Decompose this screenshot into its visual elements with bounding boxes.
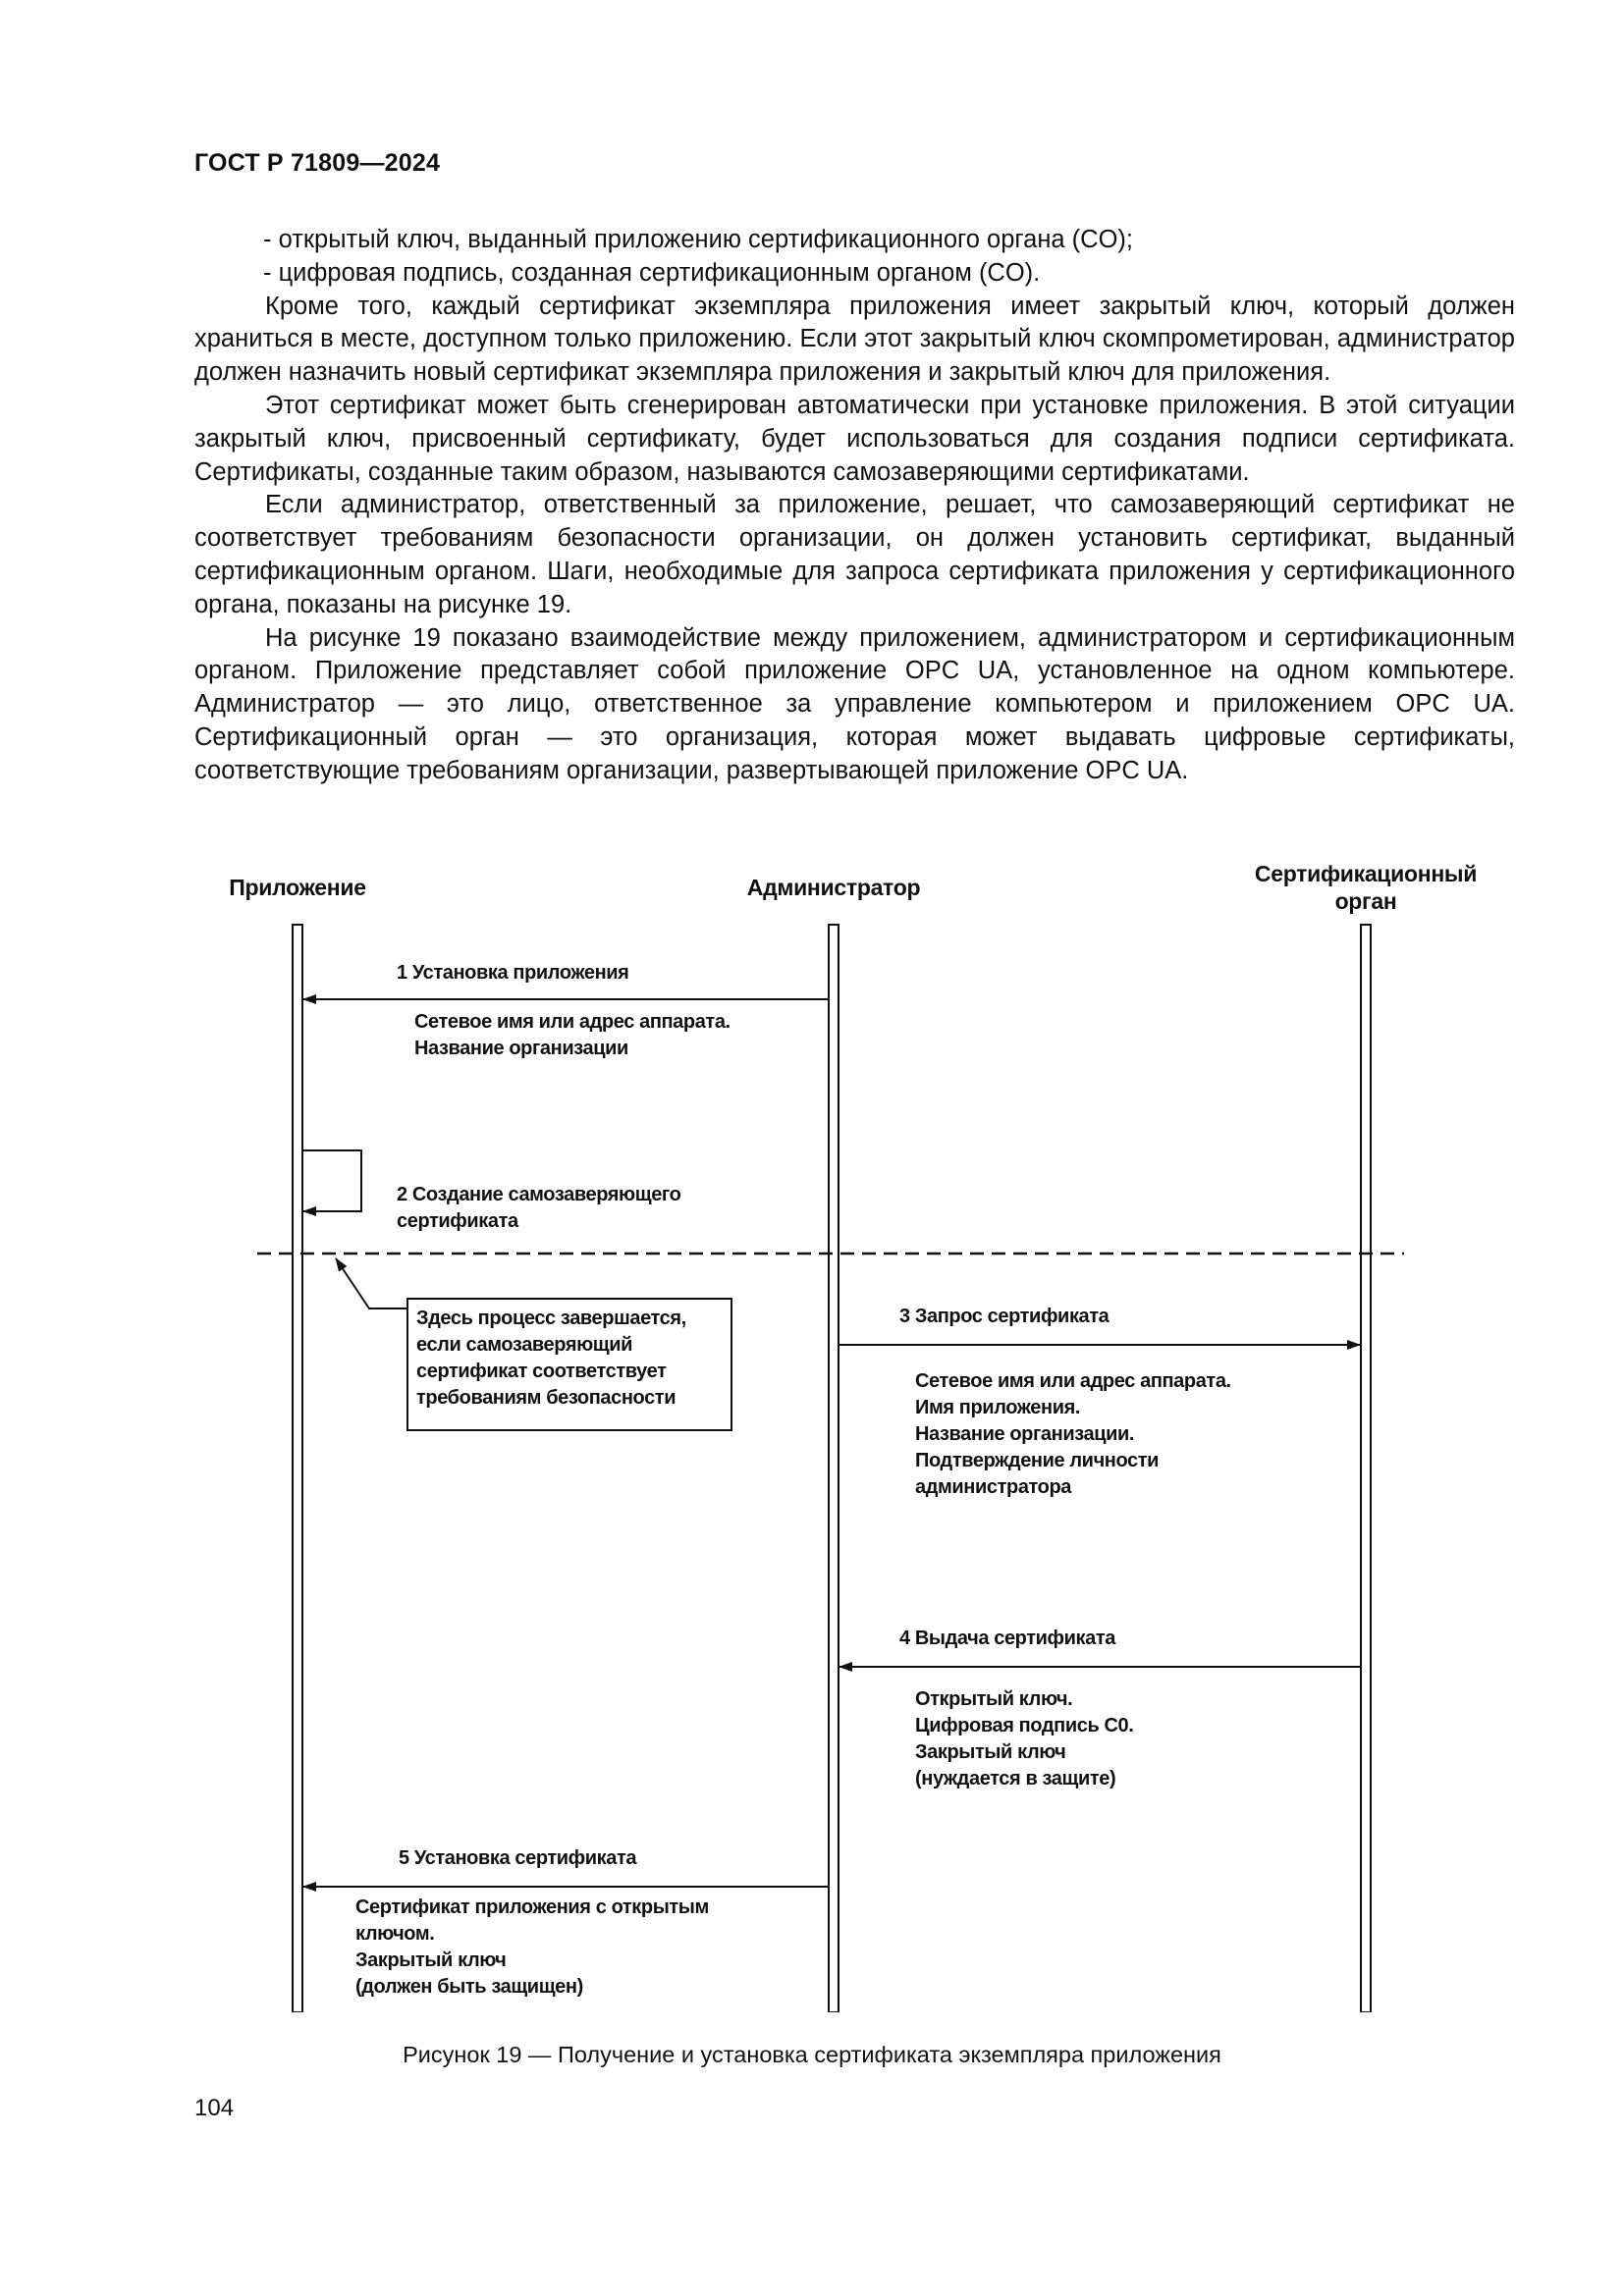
step4-detail-line: Цифровая подпись С0. xyxy=(915,1715,1134,1736)
step5-detail-line: Сертификат приложения с открытым xyxy=(355,1896,709,1918)
paragraph: На рисунке 19 показано взаимодействие между приложением, администратором и сертификационным органом. Приложение представляет собой приложение OPC UA, установленное на одном компьютере. Администратор — это лицо, ответственное за управление компьютером и приложением OPC UA. Сертификационный орган — это организация, которая может выдавать цифровые сертификаты, соответствующие требованиям организации, развертывающей приложение OPC UA. xyxy=(194,623,1515,784)
paragraph: Этот сертификат может быть сгенерирован автоматически при установке приложения. В этой ситуации закрытый ключ, присвоенный сертификату, будет использоваться для создания подписи сертификата. Сертификаты, созданные таким образом, называются самозаверяющими сертификатами. xyxy=(194,391,1515,486)
actor-administrator: Администратор xyxy=(746,875,921,900)
step3-detail-line: администратора xyxy=(915,1476,1072,1498)
step3-detail-line: Название организации. xyxy=(915,1423,1135,1445)
step5-detail-line: ключом. xyxy=(355,1923,435,1945)
note-line: сертификат соответствует xyxy=(416,1361,667,1382)
end-note-text xyxy=(416,1306,686,1412)
step4-detail-line: Открытый ключ. xyxy=(915,1688,1073,1710)
step5-detail-line: (должен быть защищен) xyxy=(355,1976,583,1998)
step3-detail-line: Имя приложения. xyxy=(915,1397,1081,1418)
step4-detail xyxy=(915,1686,1133,1792)
document-header: ГОСТ Р 71809—2024 xyxy=(194,149,441,177)
diagram-lines xyxy=(194,844,1515,2012)
step2-title-line: 2 Создание самозаверяющего xyxy=(397,1184,681,1205)
note-pointer xyxy=(336,1258,406,1308)
paragraph: Кроме того, каждый сертификат экземпляра приложения имеет закрытый ключ, который должен храниться в месте, доступном только приложению. Если этот закрытый ключ скомпрометирован, администратор должен назначить новый сертификат экземпляра приложения и закрытый ключ для приложения. xyxy=(194,292,1515,387)
actor-certification-authority xyxy=(1243,860,1489,915)
lifeline-administrator xyxy=(829,925,839,2012)
step1-detail-line: Сетевое имя или адрес аппарата. xyxy=(414,1011,731,1033)
note-line: Здесь процесс завершается, xyxy=(416,1308,686,1329)
lifeline-ca xyxy=(1361,925,1371,2012)
list-item: - открытый ключ, выданный приложению сертификационного органа (CO); xyxy=(194,224,1515,257)
actor-ca-line1: Сертификационный xyxy=(1254,861,1478,886)
step4-title: 4 Выдача сертификата xyxy=(899,1628,1115,1649)
page-number: 104 xyxy=(194,2095,235,2121)
step5-detail-line: Закрытый ключ xyxy=(355,1949,507,1971)
step5-detail xyxy=(355,1895,709,2001)
lifeline-application xyxy=(293,925,302,2012)
step3-detail-line: Сетевое имя или адрес аппарата. xyxy=(915,1370,1231,1392)
step2-title xyxy=(397,1182,680,1235)
list-item: - цифровая подпись, созданная сертификационным органом (CO). xyxy=(194,257,1515,291)
step3-title: 3 Запрос сертификата xyxy=(899,1306,1110,1327)
step1-title: 1 Установка приложения xyxy=(397,962,629,984)
arrow-step2-self xyxy=(302,1150,361,1211)
step3-detail-line: Подтверждение личности xyxy=(915,1450,1160,1471)
sequence-diagram xyxy=(194,844,1515,2012)
body-text xyxy=(194,224,1515,788)
step2-title-line: сертификата xyxy=(397,1210,518,1232)
step4-detail-line: (нуждается в защите) xyxy=(915,1768,1116,1789)
step4-detail-line: Закрытый ключ xyxy=(915,1741,1066,1763)
step1-detail xyxy=(414,1009,731,1062)
note-line: требованиям безопасности xyxy=(416,1387,677,1409)
step3-detail xyxy=(915,1368,1231,1501)
note-line: если самозаверяющий xyxy=(416,1334,633,1356)
step1-detail-line: Название организации xyxy=(414,1038,628,1059)
actor-ca-line2: орган xyxy=(1334,888,1397,914)
actor-application: Приложение xyxy=(229,875,366,900)
step5-title: 5 Установка сертификата xyxy=(399,1847,637,1869)
paragraph: Если администратор, ответственный за приложение, решает, что самозаверяющий сертификат не соответствует требованиям безопасности организации, он должен установить сертификат, выданный сертификационным органом. Шаги, необходимые для запроса сертификата приложения у сертификационного органа, показаны на рисунке 19. xyxy=(194,491,1515,618)
figure-caption: Рисунок 19 — Получение и установка сертификата экземпляра приложения xyxy=(403,2042,1221,2067)
